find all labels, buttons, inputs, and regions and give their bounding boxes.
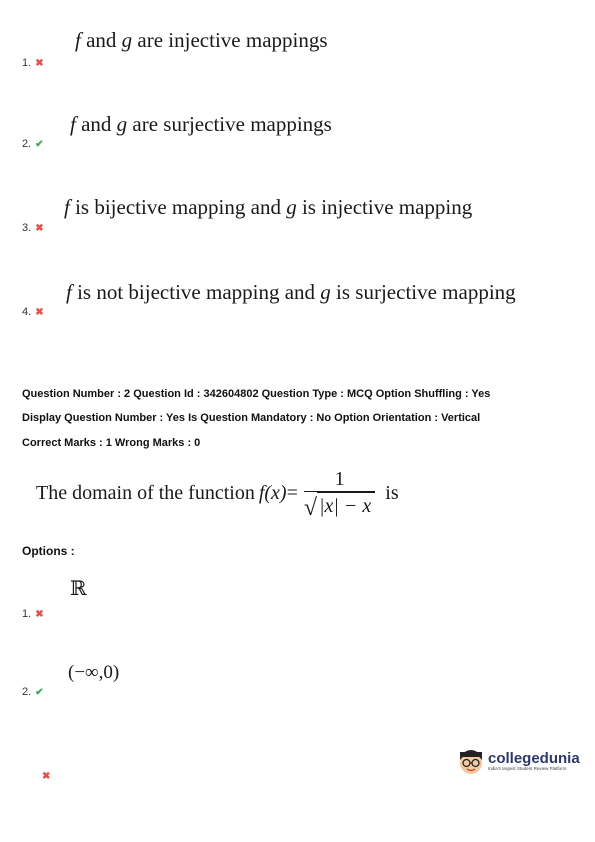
q1-option-1[interactable] — [22, 57, 44, 69]
q1-option-2[interactable] — [22, 138, 44, 150]
cross-icon: ✖ — [35, 306, 44, 318]
option-number: 2. — [22, 138, 32, 150]
check-icon: ✔ — [35, 138, 44, 150]
minus-x: − x — [343, 495, 372, 517]
q2-option-1-text: ℝ — [70, 578, 87, 600]
func-g: g — [121, 28, 133, 52]
func-g: g — [286, 195, 297, 219]
abs-x: |x| — [319, 495, 339, 517]
text-part: are injective mappings — [132, 28, 328, 52]
check-icon: ✔ — [35, 686, 44, 698]
cross-icon: ✖ — [35, 222, 44, 234]
cross-icon: ✖ — [42, 771, 51, 782]
q2-option-2-text: (−∞,0) — [68, 662, 120, 683]
q1-option-4[interactable] — [22, 306, 44, 318]
func-f: f — [75, 28, 81, 52]
logo-title: collegedunia — [488, 750, 580, 767]
radicand — [317, 492, 375, 519]
text-part: is injective mapping — [296, 195, 473, 219]
q2-option-3[interactable] — [38, 771, 50, 782]
func-f: f — [70, 112, 76, 136]
text-part: are surjective mappings — [127, 112, 332, 136]
cross-icon: ✖ — [35, 57, 44, 69]
cross-icon: ✖ — [35, 608, 44, 620]
text-part: and — [80, 28, 122, 52]
func-f: f — [66, 280, 72, 304]
q1-option-1-text — [75, 28, 328, 53]
option-number: 3. — [22, 222, 32, 234]
equals-sign: = — [286, 481, 298, 504]
question-meta-line-3: Correct Marks : 1 Wrong Marks : 0 — [22, 437, 201, 449]
func-f: f — [64, 195, 70, 219]
option-number: 4. — [22, 306, 32, 318]
text-part: and — [75, 112, 117, 136]
question-stem — [36, 467, 399, 519]
text-part: is surjective mapping — [330, 280, 516, 304]
q1-option-3-text — [64, 195, 472, 220]
option-number: 1. — [22, 57, 32, 69]
sqrt-icon: √ — [303, 495, 318, 521]
fraction — [304, 467, 375, 519]
q1-option-2-text — [70, 112, 332, 137]
text-part: is bijective mapping and — [69, 195, 287, 219]
logo-text — [488, 751, 580, 771]
q2-option-1[interactable] — [22, 608, 44, 620]
q1-option-3[interactable] — [22, 222, 44, 234]
func-g: g — [116, 112, 128, 136]
logo-tagline: India's largest Student Review Platform — [488, 766, 567, 771]
func-g: g — [320, 280, 331, 304]
stem-suffix: is — [385, 481, 399, 504]
fraction-denominator — [304, 492, 375, 519]
text-part: is not bijective mapping and — [71, 280, 321, 304]
q2-option-2[interactable] — [22, 686, 44, 698]
stem-text: The domain of the function — [36, 481, 255, 504]
q1-option-4-text — [66, 280, 516, 305]
fraction-numerator: 1 — [334, 468, 345, 490]
option-number: 1. — [22, 608, 32, 620]
question-meta-line-2: Display Question Number : Yes Is Question Mandatory : No Option Orientation : Vertical — [22, 412, 481, 424]
collegedunia-logo — [458, 746, 580, 776]
option-number: 2. — [22, 686, 32, 698]
function-expression: f(x) — [258, 481, 287, 504]
question-meta-line-1: Question Number : 2 Question Id : 342604802 Question Type : MCQ Option Shuffling : Yes — [22, 388, 491, 400]
options-label: Options : — [22, 544, 75, 558]
mascot-icon — [458, 746, 484, 776]
